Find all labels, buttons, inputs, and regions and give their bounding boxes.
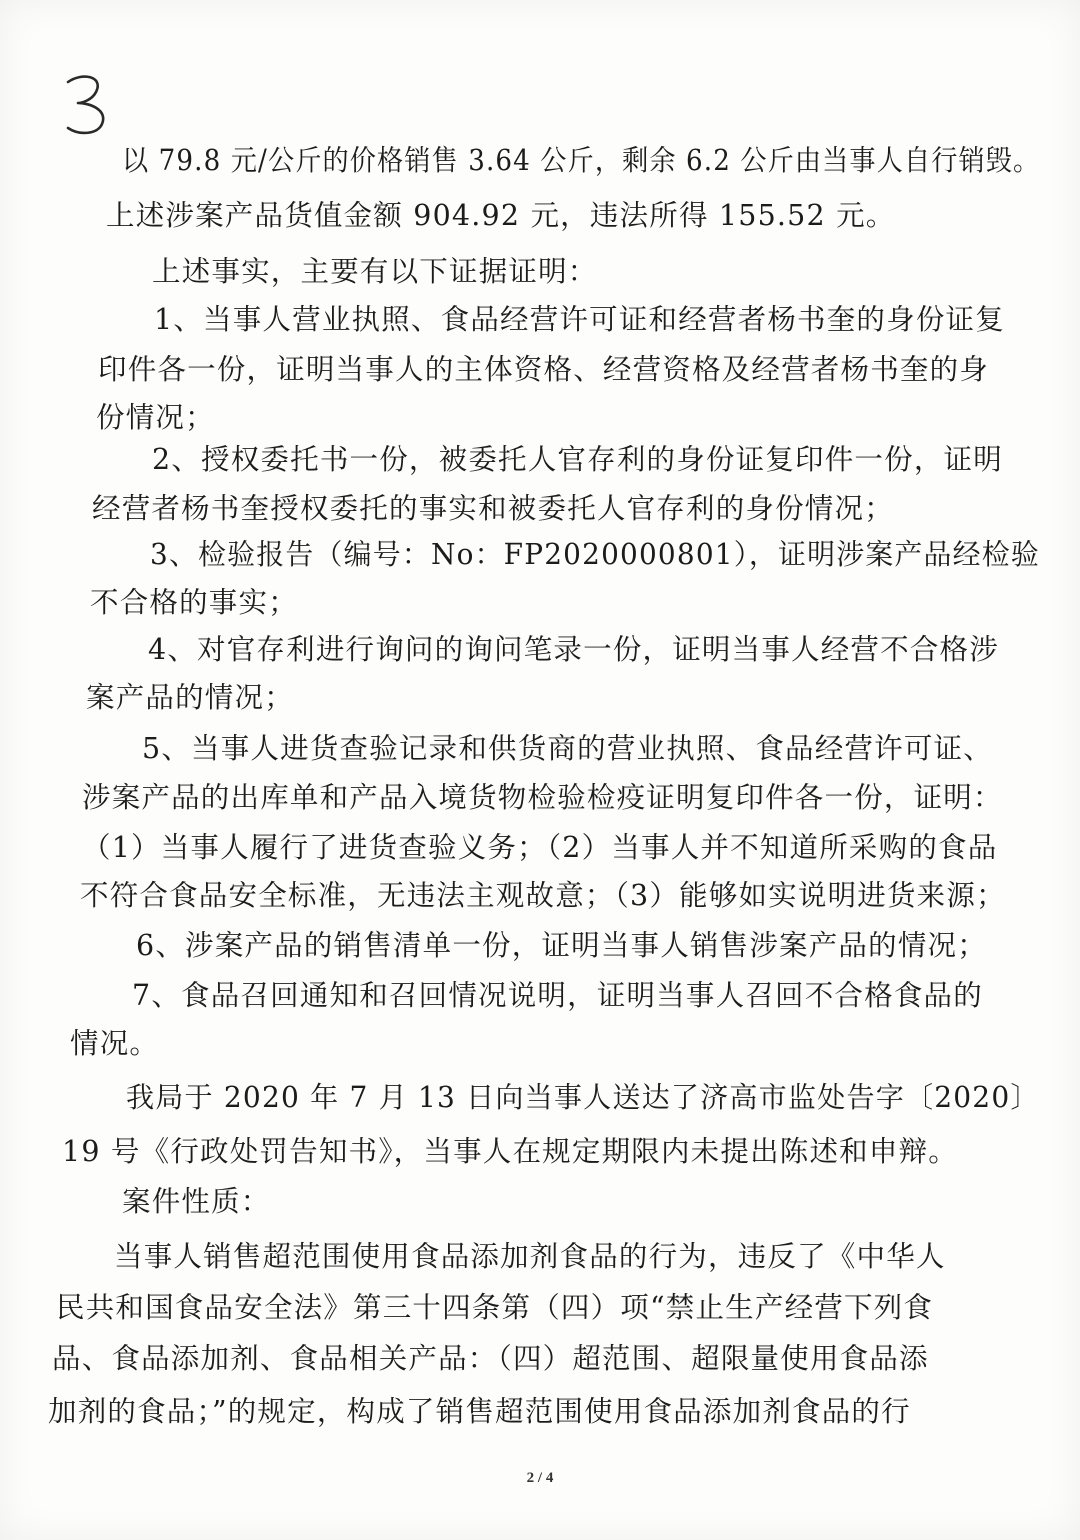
text-line: （1）当事人履行了进货查验义务；（2）当事人并不知道所采购的食品 xyxy=(82,831,998,864)
text-line: 5、当事人进货查验记录和供货商的营业执照、食品经营许可证、 xyxy=(142,732,993,765)
text-line: 3、检验报告（编号：No：FP2020000801），证明涉案产品经检验 xyxy=(150,538,1040,571)
text-line: 我局于 2020 年 7 月 13 日向当事人送达了济高市监处告字〔2020〕 xyxy=(126,1081,1040,1114)
text-line: 不合格的事实； xyxy=(90,586,298,619)
text-line: 涉案产品的出库单和产品入境货物检验检疫证明复印件各一份，证明： xyxy=(82,781,1003,814)
text-line: 4、对官存利进行询问的询问笔录一份，证明当事人经营不合格涉 xyxy=(148,633,999,666)
text-line: 上述涉案产品货值金额 904.92 元，违法所得 155.52 元。 xyxy=(106,199,896,232)
text-line: 1、当事人营业执照、食品经营许可证和经营者杨书奎的身份证复 xyxy=(154,303,1005,336)
text-line: 加剂的食品；”的规定，构成了销售超范围使用食品添加剂食品的行 xyxy=(48,1395,911,1428)
page-number: 2 / 4 xyxy=(526,1470,554,1486)
handwritten-page-mark xyxy=(60,70,120,140)
text-line: 2、授权委托书一份，被委托人官存利的身份证复印件一份，证明 xyxy=(152,443,1003,476)
text-line: 6、涉案产品的销售清单一份，证明当事人销售涉案产品的情况； xyxy=(136,929,987,962)
text-line: 民共和国食品安全法》第三十四条第（四）项“禁止生产经营下列食 xyxy=(56,1291,934,1324)
text-line: 经营者杨书奎授权委托的事实和被委托人官存利的身份情况； xyxy=(92,492,894,525)
text-line: 份情况； xyxy=(96,401,215,434)
text-line: 印件各一份，证明当事人的主体资格、经营资格及经营者杨书奎的身 xyxy=(98,353,990,386)
text-line: 当事人销售超范围使用食品添加剂食品的行为，违反了《中华人 xyxy=(114,1240,946,1273)
text-line: 7、食品召回通知和召回情况说明，证明当事人召回不合格食品的 xyxy=(132,979,983,1012)
text-line: 情况。 xyxy=(70,1027,160,1060)
text-line: 19 号《行政处罚告知书》，当事人在规定期限内未提出陈述和申辩。 xyxy=(62,1135,958,1168)
text-line: 上述事实，主要有以下证据证明： xyxy=(152,255,598,288)
text-line: 案件性质： xyxy=(122,1185,271,1218)
text-line: 案产品的情况； xyxy=(86,681,294,714)
text-line: 不符合食品安全标准，无违法主观故意；（3）能够如实说明进货来源； xyxy=(80,879,1006,912)
text-line: 品、食品添加剂、食品相关产品：（四）超范围、超限量使用食品添 xyxy=(52,1342,929,1375)
text-line: 以 79.8 元/公斤的价格销售 3.64 公斤，剩余 6.2 公斤由当事人自行销毁。 xyxy=(122,144,1041,177)
